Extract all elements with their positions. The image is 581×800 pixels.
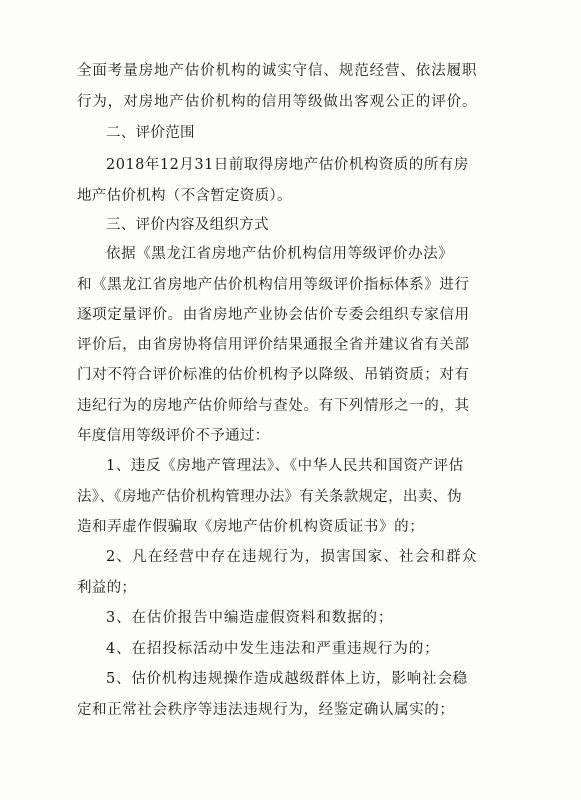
paragraph-line: 地产估价机构（不含暂定资质）。 — [77, 188, 292, 204]
paragraph-line: 评价后，由省房协将信用评价结果通报全省并建议省有关部 — [77, 337, 470, 353]
section-heading: 三、评价内容及组织方式 — [106, 217, 269, 233]
paragraph-line: 行为，对房地产估价机构的信用等级做出客观公正的评价。 — [77, 94, 478, 110]
list-item-2: 2、凡在经营中存在违规行为，损害国家、社会和群众 — [106, 549, 478, 565]
list-item-4: 4、在招投标活动中发生违法和严重违规行为的； — [106, 641, 440, 657]
section-heading: 二、评价范围 — [106, 125, 195, 141]
paragraph-line: 违纪行为的房地产估价师给与查处。有下列情形之一的，其 — [77, 398, 470, 414]
paragraph-line: 全面考量房地产估价机构的诚实守信、规范经营、依法履职 — [77, 63, 478, 79]
paragraph-line: 利益的； — [77, 580, 137, 596]
list-item-1: 1、违反《房地产管理法》、《中华人民共和国资产评估 — [106, 458, 464, 474]
paragraph-line: 造和弄虚作假骗取《房地产估价机构资质证书》的； — [77, 519, 425, 535]
paragraph-line: 依据《黑龙江省房地产估价机构信用等级评价办法》 — [106, 246, 454, 262]
paragraph-line: 逐项定量评价。由省房地产业协会估价专委会组织专家信用 — [77, 307, 470, 323]
paragraph-line: 法》、《房地产估价机构管理办法》有关条款规定，出卖、伪 — [77, 489, 463, 505]
paragraph-line: 定和正常社会秩序等违法违规行为，经鉴定确认属实的； — [77, 702, 455, 718]
paragraph-line: 门对不符合评价标准的估价机构予以降级、吊销资质；对有 — [77, 367, 470, 383]
paragraph-line: 和《黑龙江省房地产估价机构信用等级评价指标体系》进行 — [77, 277, 470, 293]
paragraph-line: 2018年12月31日前取得房地产估价机构资质的所有房 — [106, 157, 469, 173]
list-item-3: 3、在估价报告中编造虚假资料和数据的； — [106, 610, 394, 626]
list-item-5: 5、估价机构违规操作造成越级群体上访，影响社会稳 — [106, 671, 468, 687]
paragraph-line: 年度信用等级评价不予通过： — [77, 428, 270, 444]
